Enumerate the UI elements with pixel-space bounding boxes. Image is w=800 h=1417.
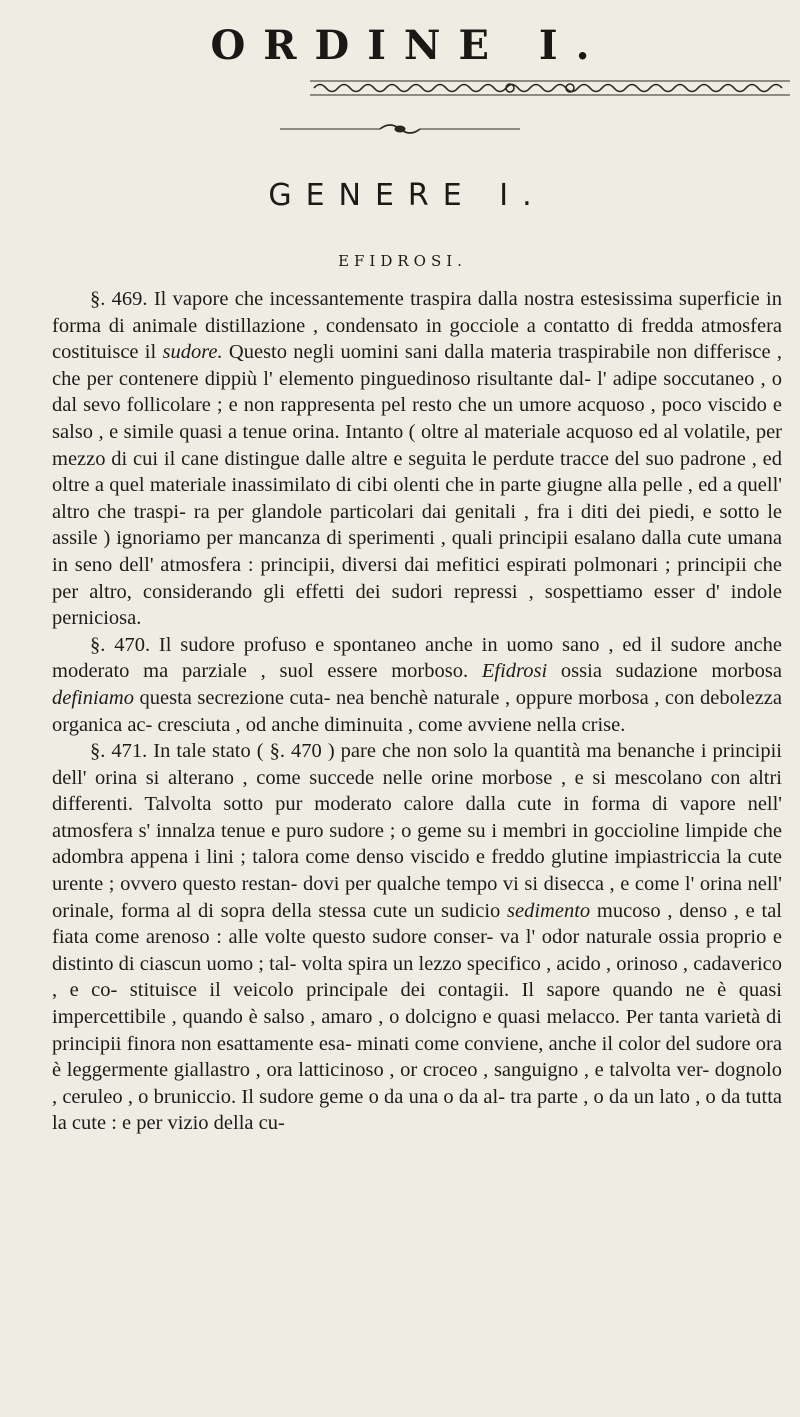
- text-run: ossia sudazione morbosa: [547, 660, 783, 683]
- italic-term: sudore.: [162, 341, 223, 364]
- paragraph-470: [52, 632, 782, 738]
- decorative-ornament-band: [310, 77, 790, 99]
- italic-term: Efidrosi: [481, 660, 548, 683]
- order-title: ORDINE I.: [210, 22, 608, 69]
- italic-term: definiamo: [52, 686, 134, 709]
- italic-term: sedimento: [507, 899, 591, 922]
- text-run: §. 470. Il sudore profuso e spontaneo anche in uomo sano , ed il sudore anche moderato ma parziale , suol essere morboso.: [52, 633, 782, 683]
- text-run: mucoso , denso , e tal fiata come arenoso : alle volte questo sudore conser- va l' odor naturale ossia proprio e distinto di ciascun uomo ; tal- volta spira un lezzo specifico , acido , orinoso , cadaverico , e co- stituisce il veicolo principale dei contagii. Il sapore quando ne è quasi impercettibile , quando è salso , amaro , o dolcigno e quasi melacco. Per tanta varietà di principii finora non esattamente esa- minati come conviene, anche il color del sudore ora è leggermente giallastro , ora latticinoso , or croceo , sanguigno , e talvolta ver- dognolo , ceruleo , o bruniccio. Il sudore geme o da una o da al- tra parte , o da un lato , o da tutta la cute : e per vizio della cu-: [52, 899, 782, 1135]
- genus-subtitle: EFIDROSI.: [338, 252, 467, 270]
- genus-title: GENERE I.: [268, 178, 546, 213]
- text-run: questa secrezione cuta- nea benchè naturale , oppure morbosa , con debolezza organica ac- cresciuta , od anche diminuita , come avviene nella crise.: [52, 686, 782, 736]
- body-text: [52, 286, 782, 1137]
- paragraph-471: [52, 738, 782, 1137]
- paragraph-469: [52, 286, 782, 632]
- divider-ornament: [280, 120, 520, 138]
- text-run: §. 469. Il vapore che incessantemente traspira dalla nostra estesissima superficie in forma di animale distillazione , condensato in gocciole a contatto di fredda atmosfera costituisce il: [52, 288, 782, 364]
- text-run: §. 471. In tale stato ( §. 470 ) pare che non solo la quantità ma benanche i principii dell' orina si alterano , come succede nelle orine morbose , e si mescolano con altri differenti. Talvolta sotto pur moderato calore dalla cute in forma di vapore nell' atmosfera s' innalza tenue e puro sudore ; o geme su i membri in goccioline limpide che adombra appena i lini ; talora come denso viscido e freddo glutine impiastriccia la cute urente ; ovvero questo restan- dovi per qualche tempo vi si disecca , e come l' orina nell' orinale, forma al di sopra della stessa cute un sudicio: [52, 740, 782, 922]
- text-run: Questo negli uomini sani dalla materia traspirabile non differisce , che per contenere dippiù l' elemento pinguedinoso risultante dal- l' adipe soccutaneo , o dal sevo follicolare ; e non rappresenta pel resto che un umore acquoso , poco viscido e salso , e simile quasi a tenue orina. Intanto ( oltre al materiale acquoso ed al volatile, per mezzo di cui il cane distingue dalle altre e seguita le perdute tracce del suo padrone , ed oltre a quel materiale inassimilato di cibi olenti che in parte giugne alla pelle , ed a quell' altro che traspi- ra per glandole particolari dai genitali , fra i diti dei piedi, e sotto le assile ) ignoriamo per mancanza di sperimenti , quali principii esalano dalla cute umana in seno dell' atmosfera : principii, diversi dai mefitici espirati polmonari ; principii che per altro, considerando gli effetti dei sudori repressi , sospettiamo esser d' indole perniciosa.: [52, 341, 782, 630]
